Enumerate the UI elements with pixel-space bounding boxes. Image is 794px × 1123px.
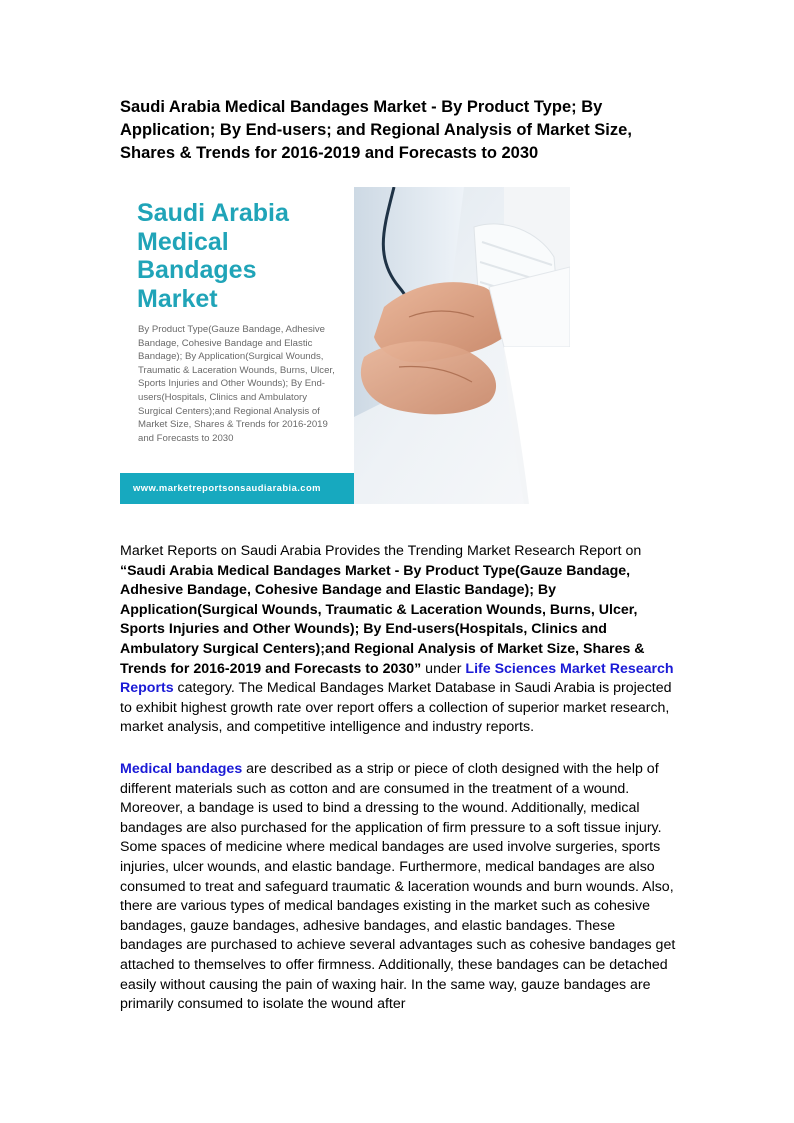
cover-name-line: Medical (137, 227, 229, 256)
category-link[interactable]: Life Sciences Market Research Reports (120, 660, 674, 697)
description-text: are described as a strip or piece of cloth designed with the help of different materials such as cotton and are consumed in the treatment of a wound. Moreover, a bandage is used to bind a dressing to the wound. Additionally, medical bandages are also purchased for the application of firm pressure to a soft tissue injury. Some spaces of medicine where medical bandages are used involve surgeries, sports injuries, ulcer wounds, and elastic bandage. Furthermore, medical bandages are also consumed to treat and safeguard traumatic & laceration wounds and burn wounds. Also, there are various types of medical bandages existing in the market such as cohesive bandages, gauze bandages, adhesive bandages, and elastic bandages. These bandages are purchased to achieve several advantages such as cohesive bandages get attached to themselves to offer firmness. Additionally, these bandages can be detached easily without causing the pain of waxing hair. In the same way, gauze bandages are primarily consumed to isolate the wound after (120, 761, 676, 1013)
open-quote: “ (120, 562, 128, 579)
bandaged-hand-photo (354, 187, 570, 504)
intro-under: under (421, 660, 466, 677)
cover-name-line: Market (137, 284, 218, 313)
document-title: Saudi Arabia Medical Bandages Market - By Product Type; By Application; By End-users; and Regional Analysis of Market Size, Shares & Trends for 2016-2019 and Forecasts to 2030 (120, 98, 632, 162)
intro-paragraph (120, 542, 680, 738)
description-paragraph (120, 760, 680, 1015)
medical-bandages-link[interactable]: Medical bandages (120, 761, 243, 777)
cover-website-url: www.marketreportsonsaudiarabia.com (133, 482, 321, 493)
close-quote: ” (414, 660, 422, 677)
cover-name-line: Bandages (137, 256, 257, 284)
cover-footer-bar (120, 473, 354, 504)
cover-name-line: Saudi Arabia (137, 199, 289, 227)
report-name: Saudi Arabia Medical Bandages Market - By Product Type(Gauze Bandage, Adhesive Bandage, Cohesive Bandage and Elastic Bandage); By Application(Surgical Wounds, Traumatic & Laceration Wounds, Burns, Ulcer, Sports Injuries and Other Wounds); By End-users(Hospitals, Clinics and Ambulatory Surgical Centers);and Regional Analysis of Market Size, Shares & Trends for 2016-2019 and Forecasts to 2030 (120, 562, 645, 677)
cover-market-name (137, 199, 352, 313)
intro-lead: Market Reports on Saudi Arabia Provides the Trending Market Research Report on (120, 543, 642, 559)
report-cover-image (120, 187, 570, 504)
intro-tail: category. The Medical Bandages Market Database in Saudi Arabia is projected to exhibit highest growth rate over report offers a collection of superior market research, market analysis, and competitive intelligence and industry reports. (120, 680, 672, 736)
cover-text-panel (120, 187, 354, 504)
cover-description: By Product Type(Gauze Bandage, Adhesive Bandage, Cohesive Bandage and Elastic Bandage); By Application(Surgical Wounds, Traumatic & Laceration Wounds, Burns, Ulcer, Sports Injuries and Other Wounds); By End-users(Hospitals, Clinics and Ambulatory Surgical Centers);and Regional Analysis of Market Size, Shares & Trends for 2016-2019 and Forecasts to 2030 (138, 324, 335, 444)
